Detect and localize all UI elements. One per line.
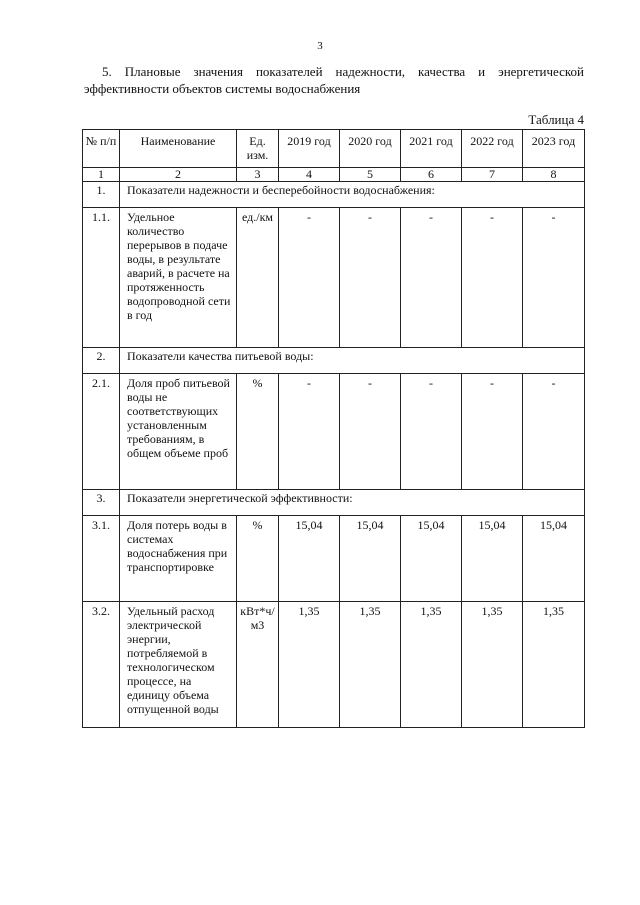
header-2019: 2019 год	[279, 130, 340, 168]
value-2020: 1,35	[340, 602, 401, 728]
value-2020: 15,04	[340, 516, 401, 602]
row-name: Удельное количество перерывов в подаче воды, в результате аварий, в расчете на протяженность водопроводной сети в год	[120, 208, 237, 348]
row-number: 3.2.	[83, 602, 120, 728]
column-number-row	[83, 168, 585, 182]
row-number: 2.1.	[83, 374, 120, 490]
column-number: 7	[462, 168, 523, 182]
value-2019: 1,35	[279, 602, 340, 728]
row-name: Удельный расход электрической энергии, потребляемой в технологическом процессе, на единицу объема отпущенной воды	[120, 602, 237, 728]
header-2023: 2023 год	[523, 130, 585, 168]
row-number: 1.1.	[83, 208, 120, 348]
value-2019: 15,04	[279, 516, 340, 602]
section-row	[83, 348, 585, 374]
header-2022: 2022 год	[462, 130, 523, 168]
header-2020: 2020 год	[340, 130, 401, 168]
value-2021: 15,04	[401, 516, 462, 602]
column-number: 1	[83, 168, 120, 182]
value-2022: -	[462, 374, 523, 490]
table-row	[83, 208, 585, 348]
header-name: Наименование	[120, 130, 237, 168]
row-unit: ед./км	[237, 208, 279, 348]
row-name: Доля проб питьевой воды не соответствующих установленным требованиям, в общем объеме проб	[120, 374, 237, 490]
section-row	[83, 490, 585, 516]
row-unit: %	[237, 516, 279, 602]
header-unit: Ед. изм.	[237, 130, 279, 168]
value-2023: -	[523, 374, 585, 490]
section-heading	[84, 63, 584, 97]
column-number: 8	[523, 168, 585, 182]
section-title: Показатели надежности и бесперебойности водоснабжения:	[120, 182, 585, 208]
section-heading-line-1: 5. Плановые значения показателей надежности, качества и энергетической	[102, 64, 584, 79]
section-heading-line-2: эффективности объектов системы водоснабжения	[84, 81, 361, 96]
column-number: 6	[401, 168, 462, 182]
value-2023: 15,04	[523, 516, 585, 602]
value-2022: -	[462, 208, 523, 348]
row-name: Доля потерь воды в системах водоснабжения при транспортировке	[120, 516, 237, 602]
value-2019: -	[279, 374, 340, 490]
column-number: 5	[340, 168, 401, 182]
table-caption: Таблица 4	[528, 112, 584, 127]
column-number: 4	[279, 168, 340, 182]
column-number: 2	[120, 168, 237, 182]
column-number: 3	[237, 168, 279, 182]
value-2021: -	[401, 208, 462, 348]
section-row	[83, 182, 585, 208]
section-number: 2.	[83, 348, 120, 374]
section-number: 3.	[83, 490, 120, 516]
table-row	[83, 602, 585, 728]
section-title: Показатели качества питьевой воды:	[120, 348, 585, 374]
value-2020: -	[340, 208, 401, 348]
table-row	[83, 516, 585, 602]
table-row	[83, 374, 585, 490]
value-2020: -	[340, 374, 401, 490]
value-2023: 1,35	[523, 602, 585, 728]
value-2022: 1,35	[462, 602, 523, 728]
indicators-table	[82, 129, 585, 728]
value-2019: -	[279, 208, 340, 348]
row-unit: %	[237, 374, 279, 490]
value-2021: -	[401, 374, 462, 490]
header-num: № п/п	[83, 130, 120, 168]
section-title: Показатели энергетической эффективности:	[120, 490, 585, 516]
value-2022: 15,04	[462, 516, 523, 602]
page-number: 3	[317, 40, 323, 52]
row-number: 3.1.	[83, 516, 120, 602]
value-2023: -	[523, 208, 585, 348]
row-unit: кВт*ч/м3	[237, 602, 279, 728]
section-number: 1.	[83, 182, 120, 208]
value-2021: 1,35	[401, 602, 462, 728]
table-header-row	[83, 130, 585, 168]
header-2021: 2021 год	[401, 130, 462, 168]
